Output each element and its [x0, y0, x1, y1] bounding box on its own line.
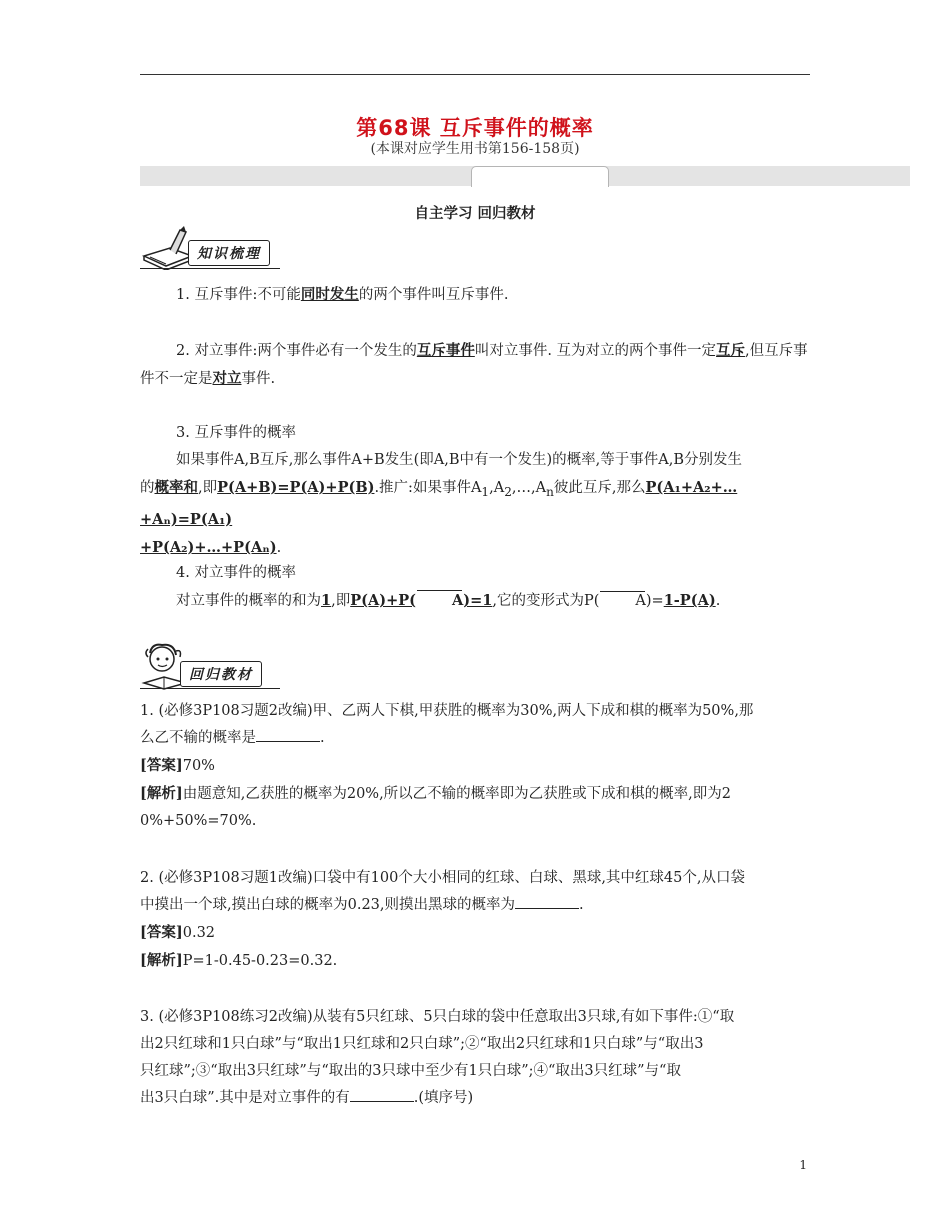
top-rule	[140, 74, 810, 75]
text: .(填序号)	[413, 1090, 474, 1106]
text: 对立事件的概率的和为	[176, 593, 321, 609]
answer-value: 70%	[182, 758, 215, 774]
answer-label: [答案]	[140, 757, 183, 774]
text: ,但互斥事件不一定是	[140, 343, 808, 387]
knowledge-badge-label: 知识梳理	[188, 240, 270, 266]
text: 中摸出一个球,摸出白球的概率为0.23,则摸出黑球的概率为	[140, 897, 516, 913]
exercise-1	[140, 698, 810, 835]
text: )=1	[463, 592, 493, 609]
answer-value: 0.32	[182, 925, 216, 941]
header-tab	[471, 166, 609, 187]
knowledge-badge	[140, 226, 270, 270]
text: 叫对立事件. 互为对立的两个事件一定	[474, 343, 717, 359]
analysis-line	[140, 780, 810, 808]
analysis-label: [解析]	[140, 785, 183, 802]
key-term: 互斥事件	[416, 342, 475, 359]
formula	[350, 592, 492, 609]
text: .	[579, 897, 584, 913]
answer-label: [答案]	[140, 924, 183, 941]
text: P(A)+P(	[350, 592, 416, 609]
question-line	[140, 892, 810, 919]
text: 如果事件A,B互斥,那么事件A+B发生(即A,B中有一个发生)的概率,等于事件A,B分别发生	[176, 452, 743, 468]
text: )=	[645, 593, 664, 609]
question-line: 3. (必修3P108练习2改编)从装有5只红球、5只白球的袋中任意取出3只球,有如下事件:①“取	[140, 1009, 735, 1025]
subscript: n	[546, 484, 554, 499]
text: 的两个事件叫互斥事件.	[358, 287, 509, 303]
text: P=1-0.45-0.23=0.32.	[182, 953, 338, 969]
formula: P(A+B)=P(A)+P(B)	[217, 479, 375, 496]
question-line: 只红球”;③“取出3只红球”与“取出的3只球中至少有1只白球”;④“取出3只红球”与“取	[140, 1063, 681, 1079]
analysis-label: [解析]	[140, 952, 183, 969]
text: ,它的变形式为P(	[492, 593, 600, 609]
key-term: 概率和	[154, 479, 198, 496]
key-term: 1-P(A)	[663, 592, 716, 609]
text: ,即	[198, 480, 218, 496]
text: ,A	[489, 480, 505, 496]
question-line	[140, 1085, 810, 1112]
complement-a: A	[416, 587, 463, 614]
lesson-subtitle: (本课对应学生用书第156-158页)	[370, 141, 580, 157]
knowledge-point-1	[140, 281, 810, 309]
text: 彼此互斥,那么	[553, 480, 646, 496]
text: 事件.	[241, 371, 276, 387]
textbook-badge	[140, 643, 262, 691]
answer-blank	[515, 894, 579, 909]
key-term: 1	[321, 592, 332, 609]
question-line: 出2只红球和1只白球”与“取出1只红球和2只白球”;②“取出2只红球和1只白球”与“取出3	[140, 1036, 704, 1052]
knowledge-point-4-heading: 4. 对立事件的概率	[176, 565, 296, 581]
subscript: 1	[481, 484, 490, 499]
formula: +P(A₂)+…+P(Aₙ)	[140, 538, 277, 556]
answer-blank	[256, 727, 320, 742]
text: .	[320, 730, 325, 746]
text: 1. 互斥事件:不可能	[176, 287, 301, 303]
analysis-line	[140, 947, 810, 975]
knowledge-point-3-heading: 3. 互斥事件的概率	[176, 425, 296, 441]
exercise-2	[140, 865, 810, 975]
text: .	[715, 593, 721, 609]
complement-a: A	[599, 588, 645, 615]
knowledge-badge-rule	[140, 268, 280, 269]
question-line	[140, 725, 810, 752]
page-number: 1	[799, 1158, 807, 1172]
text-line	[140, 534, 810, 562]
text: 出3只白球”.其中是对立事件的有	[140, 1090, 350, 1106]
question-line: 2. (必修3P108习题1改编)口袋中有100个大小相同的红球、白球、黑球,其中红球45个,从口袋	[140, 870, 745, 886]
exercise-3	[140, 1004, 810, 1112]
text: ,即	[331, 593, 351, 609]
section-heading: 自主学习 回归教材	[414, 205, 536, 222]
text: 的	[140, 480, 155, 496]
knowledge-point-4-body	[140, 587, 810, 615]
text: 由题意知,乙获胜的概率为20%,所以乙不输的概率即为乙获胜或下成和棋的概率,即为2	[182, 786, 732, 802]
text: ,…,A	[511, 480, 547, 496]
answer-line	[140, 752, 810, 780]
analysis-line: 0%+50%=70%.	[140, 813, 257, 829]
key-term: 对立	[212, 370, 242, 387]
knowledge-point-2	[140, 337, 810, 393]
formula: P(A₁+A₂+…+Aₙ)=P(A₁)	[140, 479, 738, 528]
text: .推广:如果事件A	[374, 480, 482, 496]
text: 2. 对立事件:两个事件必有一个发生的	[176, 343, 417, 359]
key-term: 互斥	[716, 342, 746, 359]
text-line	[140, 474, 810, 534]
lesson-title: 第68课 互斥事件的概率	[356, 116, 594, 140]
text: .	[276, 539, 282, 556]
textbook-badge-rule	[140, 688, 280, 689]
question-line: 1. (必修3P108习题2改编)甲、乙两人下棋,甲获胜的概率为30%,两人下成和棋的概率为50%,那	[140, 703, 754, 719]
key-term: 同时发生	[300, 286, 359, 303]
answer-line	[140, 919, 810, 947]
subscript: 2	[504, 484, 512, 499]
knowledge-point-3-body	[140, 447, 810, 562]
text: 么乙不输的概率是	[140, 730, 256, 746]
answer-blank	[350, 1087, 414, 1102]
textbook-badge-label: 回归教材	[180, 661, 262, 687]
